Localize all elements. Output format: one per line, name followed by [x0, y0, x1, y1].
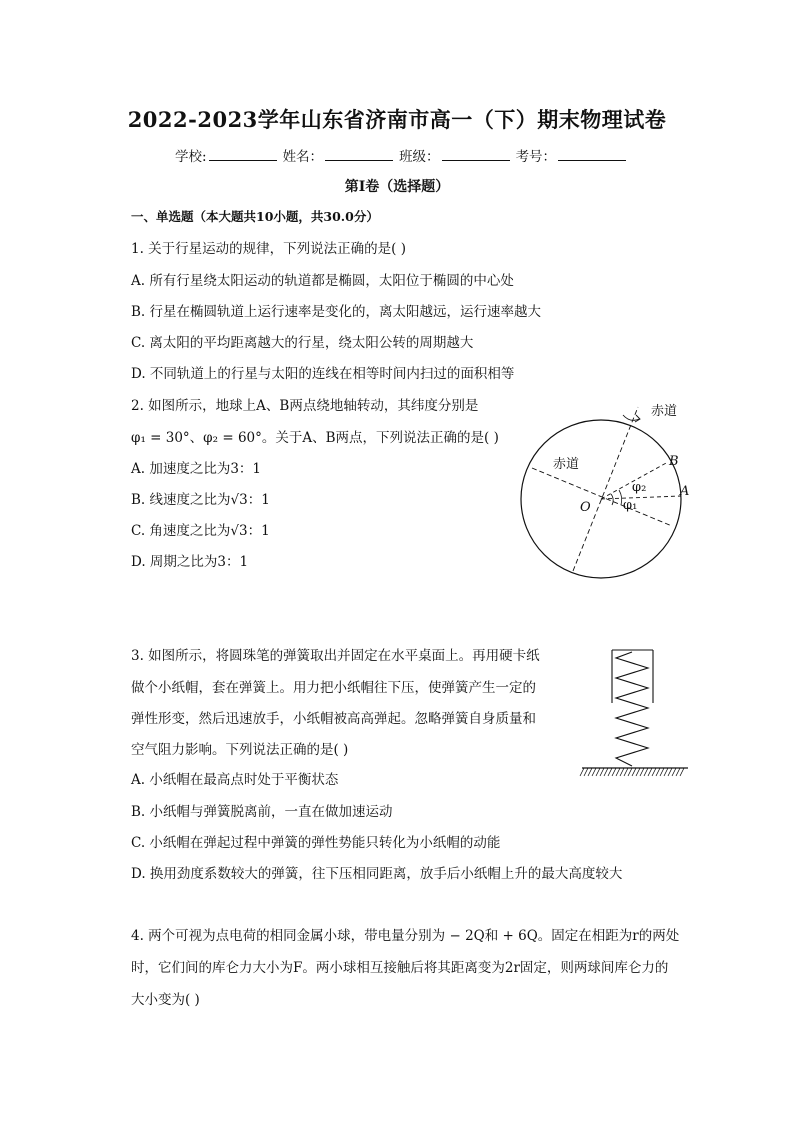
- hatch-line: [620, 768, 624, 776]
- exam-no-label: 考号：: [515, 149, 557, 165]
- q2-option-c: C. 角速度之比为√3：1: [131, 523, 270, 539]
- spring-figure: [578, 640, 692, 785]
- name-blank: [325, 148, 393, 161]
- hatch-line: [652, 768, 656, 776]
- hatch-line: [592, 768, 596, 776]
- hatch-line: [656, 768, 660, 776]
- rotation-arrowhead: [635, 415, 640, 422]
- q2-option-b: B. 线速度之比为√3：1: [131, 492, 270, 508]
- student-info-line: [175, 145, 632, 165]
- equator-left-label: 赤道: [553, 457, 580, 472]
- point-b-label: B: [669, 454, 679, 469]
- hatch-line: [616, 768, 620, 776]
- table-hatching: [580, 768, 684, 776]
- q1-option-a: A. 所有行星绕太阳运动的轨道都是椭圆，太阳位于椭圆的中心处: [131, 273, 514, 289]
- hatch-line: [600, 768, 604, 776]
- q3-stem-line4: 空气阻力影响。下列说法正确的是( ): [131, 742, 349, 758]
- earth-axis: [573, 407, 638, 571]
- hatch-line: [668, 768, 672, 776]
- q3-stem-line3: 弹性形变，然后迅速放手，小纸帽被高高弹起。忽略弹簧自身质量和: [131, 711, 536, 727]
- q4-stem-line1: 4. 两个可视为点电荷的相同金属小球，带电量分别为 − 2Q和 + 6Q。固定在相距为r的两处: [131, 928, 680, 944]
- q1-option-d: D. 不同轨道上的行星与太阳的连线在相等时间内扫过的面积相等: [131, 366, 515, 382]
- hatch-line: [588, 768, 592, 776]
- hatch-line: [680, 768, 684, 776]
- hatch-line: [672, 768, 676, 776]
- q2-option-d: D. 周期之比为3：1: [131, 554, 249, 570]
- hatch-line: [628, 768, 632, 776]
- exam-title: 2022-2023学年山东省济南市高一（下）期末物理试卷: [127, 107, 667, 132]
- hatch-line: [580, 768, 584, 776]
- q1-option-b: B. 行星在椭圆轨道上运行速率是变化的，离太阳越远，运行速率越大: [131, 304, 542, 320]
- q1-stem: 1. 关于行星运动的规律，下列说法正确的是( ): [131, 241, 406, 257]
- hatch-line: [584, 768, 588, 776]
- equator-top-label: 赤道: [651, 404, 678, 419]
- hatch-line: [612, 768, 616, 776]
- hatch-line: [604, 768, 608, 776]
- q3-option-c: C. 小纸帽在弹起过程中弹簧的弹性势能只转化为小纸帽的动能: [131, 835, 501, 851]
- q2-stem-line1: 2. 如图所示，地球上A、B两点绕地轴转动，其纬度分别是: [131, 398, 479, 414]
- hatch-line: [624, 768, 628, 776]
- exam-no-blank: [558, 148, 626, 161]
- hatch-line: [632, 768, 636, 776]
- q3-stem-line2: 做个小纸帽，套在弹簧上。用力把小纸帽往下压，使弹簧产生一定的: [131, 680, 536, 696]
- q3-option-d: D. 换用劲度系数较大的弹簧，往下压相同距离，放手后小纸帽上升的最大高度较大: [131, 866, 623, 882]
- hatch-line: [660, 768, 664, 776]
- q4-stem-line3: 大小变为( ): [131, 992, 200, 1008]
- class-blank: [442, 148, 510, 161]
- spring-coil: [616, 652, 648, 766]
- q1-option-c: C. 离太阳的平均距离越大的行星，绕太阳公转的周期越大: [131, 335, 474, 351]
- school-blank: [209, 148, 277, 161]
- earth-rotation-figure: [515, 393, 705, 583]
- q3-stem-line1: 3. 如图所示，将圆珠笔的弹簧取出并固定在水平桌面上。再用硬卡纸: [131, 648, 540, 664]
- hatch-line: [596, 768, 600, 776]
- school-label: 学校:: [175, 149, 207, 165]
- hatch-line: [636, 768, 640, 776]
- q2-stem-line2: φ₁ = 30°、φ₂ = 60°。关于A、B两点，下列说法正确的是( ): [131, 430, 499, 446]
- angle-arc-phi1: [611, 494, 613, 505]
- class-label: 班级：: [399, 149, 440, 165]
- center-o-label: O: [580, 500, 591, 515]
- q3-option-a: A. 小纸帽在最高点时处于平衡状态: [131, 772, 339, 788]
- hatch-line: [644, 768, 648, 776]
- hatch-line: [608, 768, 612, 776]
- name-label: 姓名：: [282, 149, 324, 165]
- q3-option-b: B. 小纸帽与弹簧脱离前，一直在做加速运动: [131, 804, 393, 820]
- phi1-label: φ₁: [623, 498, 638, 513]
- angle-arc-phi2: [619, 490, 622, 505]
- part-title: 一、单选题（本大题共10小题，共30.0分）: [131, 209, 379, 224]
- hatch-line: [640, 768, 644, 776]
- phi2-label: φ₂: [632, 480, 647, 495]
- section-title: 第Ⅰ卷（选择题）: [344, 179, 450, 195]
- hatch-line: [648, 768, 652, 776]
- hatch-line: [664, 768, 668, 776]
- q2-option-a: A. 加速度之比为3：1: [131, 461, 262, 477]
- q4-stem-line2: 时，它们间的库仑力大小为F。两小球相互接触后将其距离变为2r固定，则两球间库仑力的: [131, 960, 669, 976]
- hatch-line: [676, 768, 680, 776]
- point-a-label: A: [680, 484, 690, 499]
